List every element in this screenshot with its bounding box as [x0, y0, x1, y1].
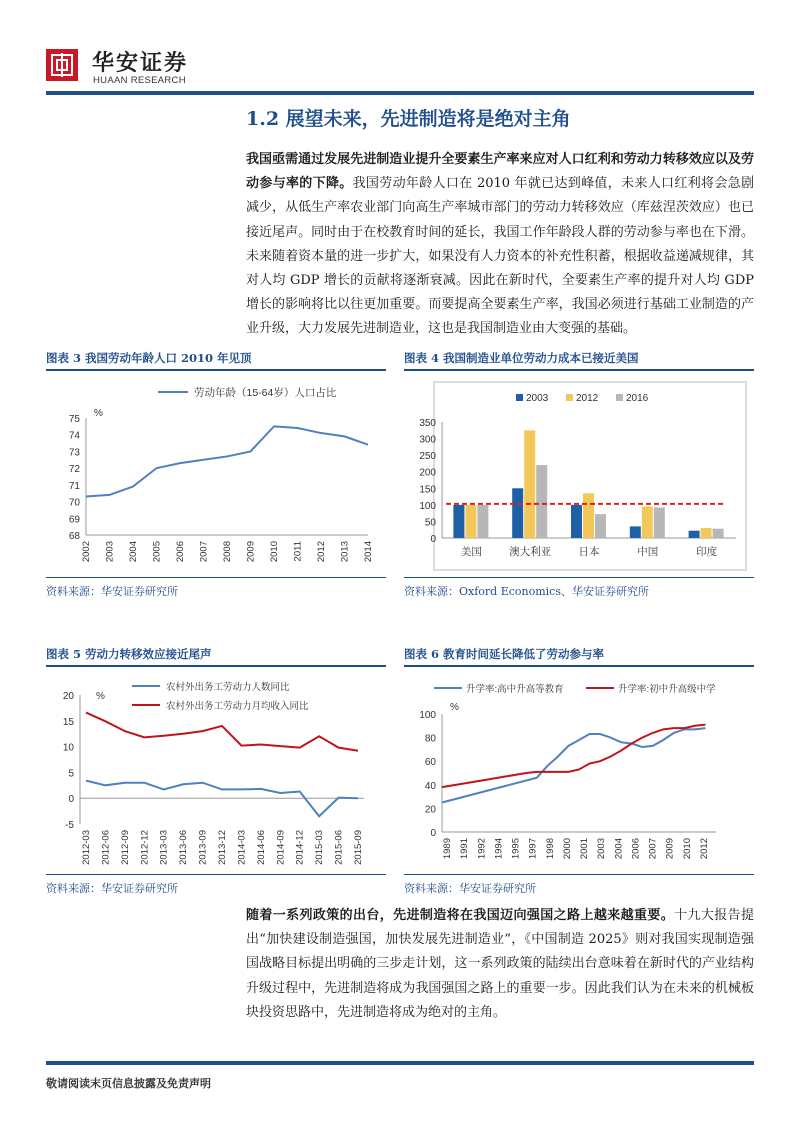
fig6-x-tick-label: 1995 — [510, 838, 522, 860]
figure-5-source: 资料来源：华安证券研究所 — [46, 882, 178, 895]
fig6-x-tick-label: 1994 — [493, 838, 505, 860]
figure-3-bottom-rule — [46, 577, 386, 578]
fig3-x-tick-label: 2011 — [292, 541, 304, 562]
figure-4-bottom-rule — [404, 577, 754, 578]
figure-5-bottom-rule — [46, 874, 386, 875]
fig6-y-tick-label: 60 — [424, 757, 436, 769]
fig5-series-line-1 — [86, 713, 358, 751]
fig4-legend-swatch — [516, 394, 523, 401]
fig3-x-tick-label: 2009 — [245, 541, 257, 563]
fig4-bar-2003 — [512, 488, 523, 538]
fig4-y-tick-label: 0 — [430, 534, 436, 545]
fig4-bar-2003 — [689, 531, 700, 538]
company-name-en: HUAAN RESEARCH — [93, 75, 186, 86]
fig4-legend-label: 2016 — [626, 393, 649, 404]
fig4-y-tick-label: 250 — [419, 451, 436, 463]
fig4-bar-2012 — [524, 430, 535, 538]
fig6-y-tick-label: 40 — [424, 780, 436, 792]
fig6-legend-label: 升学率:高中升高等教育 — [466, 684, 564, 695]
fig3-y-tick-label: 71 — [68, 480, 80, 492]
fig5-x-tick-label: 2015-03 — [314, 830, 326, 865]
fig4-x-tick-label: 美国 — [460, 546, 482, 558]
company-logo-icon — [46, 49, 78, 81]
fig3-y-tick-label: 70 — [68, 497, 80, 509]
fig4-y-tick-label: 200 — [419, 467, 436, 479]
fig3-y-tick-label: 73 — [68, 447, 80, 459]
fig3-x-tick-label: 2005 — [151, 541, 163, 563]
figure-5-chart — [46, 668, 386, 872]
figure-4-rule — [404, 369, 754, 371]
figure-5-title: 图表 5 劳动力转移效应接近尾声 — [46, 647, 212, 661]
figure-6-source: 资料来源：华安证券研究所 — [404, 882, 536, 895]
figure-6-bottom-rule — [404, 874, 754, 875]
paragraph-2-body: 十九大报告提出“加快建设制造强国，加快发展先进制造业”，《中国制造 2025》则对我国实现制造强国战略目标提出明确的三步走计划，这一系列政策的陆续出台意味着在新时代的产业结构升级过程中，先进制造将成为我国强国之路上的重要一步。因此我们认为在未来的机械板块投资思路中，先进制造将成为绝对的主角。 — [246, 908, 754, 1020]
fig6-x-tick-label: 1992 — [476, 838, 488, 860]
fig4-x-tick-label: 中国 — [637, 546, 659, 558]
fig5-legend-label: 农村外出务工劳动力月均收入同比 — [166, 701, 309, 712]
fig5-y-tick-label: 0 — [68, 794, 74, 806]
fig5-x-tick-label: 2013-06 — [178, 830, 190, 865]
fig3-y-tick-label: 75 — [68, 414, 80, 425]
paragraph-1-lead: 我国亟需通过发展先进制造业提升全要素生产率来应对人口红利和劳动力转移效应以及劳动参与率的下降。 — [246, 152, 754, 192]
fig3-x-tick-label: 2002 — [81, 541, 92, 563]
fig4-frame — [434, 382, 746, 570]
fig6-x-tick-label: 2009 — [664, 838, 676, 860]
fig4-legend-swatch — [616, 394, 623, 401]
fig4-bar-2012 — [701, 528, 712, 538]
fig3-x-tick-label: 2004 — [128, 541, 139, 563]
fig4-bar-2016 — [654, 508, 665, 538]
fig6-legend-label: 升学率:初中升高级中学 — [618, 684, 716, 695]
figure-5-rule — [46, 665, 386, 667]
fig4-bar-2016 — [595, 514, 606, 538]
fig4-bar-2003 — [630, 526, 641, 538]
fig4-y-tick-label: 150 — [419, 484, 436, 496]
fig3-legend-label: 劳动年龄（15-64岁）人口占比 — [194, 387, 337, 399]
fig5-x-tick-label: 2014-06 — [255, 830, 267, 865]
fig6-x-tick-label: 1997 — [527, 838, 539, 860]
fig4-y-tick-label: 50 — [424, 517, 436, 529]
fig5-legend-label: 农村外出务工劳动力人数同比 — [166, 682, 290, 693]
fig3-x-tick-label: 2008 — [222, 541, 233, 563]
fig4-bar-2012 — [465, 505, 476, 538]
fig6-y-tick-label: 0 — [430, 828, 436, 839]
company-name-cn: 华安证券 — [92, 50, 189, 76]
fig4-y-tick-label: 350 — [419, 418, 436, 429]
fig5-y-tick-label: 20 — [62, 691, 74, 702]
fig5-x-tick-label: 2013-12 — [217, 830, 228, 865]
fig6-x-tick-label: 2003 — [596, 838, 608, 860]
fig3-x-tick-label: 2013 — [339, 541, 351, 563]
fig6-x-tick-label: 2007 — [647, 838, 659, 860]
fig3-y-tick-label: 72 — [68, 464, 80, 476]
fig5-x-tick-label: 2014-03 — [236, 830, 248, 865]
disclaimer-note: 敬请阅读末页信息披露及免责声明 — [46, 1077, 211, 1090]
fig4-x-tick-label: 印度 — [696, 546, 718, 558]
fig5-x-tick-label: 2015-06 — [333, 830, 345, 865]
fig3-y-unit: % — [94, 408, 103, 419]
fig3-y-tick-label: 68 — [68, 531, 80, 542]
fig4-x-tick-label: 澳大利亚 — [509, 546, 552, 558]
figure-3-chart — [46, 372, 386, 572]
fig3-x-tick-label: 2006 — [175, 541, 186, 563]
fig5-x-tick-label: 2014-12 — [294, 830, 306, 865]
fig3-x-tick-label: 2014 — [363, 541, 374, 563]
figure-3-title: 图表 3 我国劳动年龄人口 2010 年见顶 — [46, 351, 252, 365]
section-title: 1.2 展望未来，先进制造将是绝对主角 — [246, 108, 571, 130]
fig3-x-tick-label: 2007 — [198, 541, 210, 563]
figure-4-source: 资料来源：Oxford Economics、华安证券研究所 — [404, 585, 649, 598]
fig5-x-tick-label: 2015-09 — [353, 830, 364, 865]
fig4-bar-2003 — [453, 505, 464, 538]
fig5-y-unit: % — [96, 691, 105, 702]
fig3-x-tick-label: 2010 — [269, 541, 280, 563]
fig6-x-tick-label: 2000 — [561, 838, 573, 860]
paragraph-2-lead: 随着一系列政策的出台，先进制造将在我国迈向强国之路上越来越重要。 — [246, 908, 675, 923]
fig5-y-tick-label: 10 — [62, 742, 74, 754]
figure-4-title: 图表 4 我国制造业单位劳动力成本已接近美国 — [404, 351, 639, 365]
fig6-x-tick-label: 1998 — [544, 838, 556, 860]
fig5-x-tick-label: 2012-12 — [139, 830, 151, 865]
fig6-y-unit: % — [450, 702, 459, 713]
fig6-x-tick-label: 2004 — [613, 838, 625, 860]
fig3-x-tick-label: 2003 — [104, 541, 116, 563]
fig4-y-tick-label: 300 — [419, 434, 436, 446]
fig3-y-tick-label: 69 — [68, 514, 80, 526]
fig6-y-tick-label: 100 — [419, 710, 436, 721]
fig6-x-tick-label: 2006 — [630, 838, 642, 860]
fig4-x-tick-label: 日本 — [578, 546, 600, 558]
fig4-y-tick-label: 100 — [419, 500, 436, 512]
fig6-y-tick-label: 80 — [424, 733, 436, 745]
fig5-y-tick-label: 5 — [68, 768, 74, 780]
fig4-bar-2016 — [536, 465, 547, 538]
fig6-x-tick-label: 2012 — [698, 838, 710, 860]
fig5-x-tick-label: 2012-06 — [100, 830, 112, 865]
paragraph-1-body: 我国劳动年龄人口在 2010 年就已达到峰值，未来人口红利将会急剧减少，从低生产率农业部门向高生产率城市部门的劳动力转移效应（库兹涅茨效应）也已接近尾声。同时由于在校教育时间的延长，我国工作年龄段人群的劳动参与率也在下滑。未来随着资本量的进一步扩大，如果没有人力资本的补充性积蓄，根据收益递减规律，其对人均 GDP 增长的贡献将逐渐衰减。因此在新时代，全要素生产率的提升对人均 GDP 增长的影响将比以往更加重要。而要提高全要素生产率，我国必须进行基础工业制造的产业升级，大力发展先进制造业，这也是我国制造业由大变强的基础。 — [246, 176, 754, 337]
fig3-series-line — [86, 426, 368, 496]
fig4-bar-2016 — [477, 505, 488, 538]
figure-6-chart — [404, 668, 754, 872]
figure-6-title: 图表 6 教育时间延长降低了劳动参与率 — [404, 647, 605, 661]
fig4-legend-label: 2003 — [526, 393, 549, 404]
fig6-x-tick-label: 2001 — [579, 838, 590, 860]
fig4-bar-2012 — [583, 493, 594, 538]
fig4-bar-2003 — [571, 505, 582, 538]
fig4-bar-2012 — [642, 507, 653, 538]
fig6-series-line-0 — [442, 728, 705, 802]
fig3-x-tick-label: 2012 — [316, 541, 327, 563]
fig5-x-tick-label: 2014-09 — [275, 830, 287, 865]
fig5-y-tick-label: -5 — [65, 820, 74, 831]
footer-rule — [46, 1061, 754, 1065]
figure-4-chart — [404, 372, 754, 572]
fig5-x-tick-label: 2012-09 — [119, 830, 131, 865]
fig5-x-tick-label: 2013-09 — [197, 830, 209, 865]
fig5-y-tick-label: 15 — [62, 716, 74, 728]
fig6-x-tick-label: 2010 — [681, 838, 693, 860]
fig4-legend-swatch — [566, 394, 573, 401]
figure-3-source: 资料来源：华安证券研究所 — [46, 585, 178, 598]
fig5-x-tick-label: 2012-03 — [81, 830, 92, 865]
fig4-bar-2016 — [713, 529, 724, 538]
paragraph-2 — [246, 904, 754, 1025]
figure-3-rule — [46, 369, 386, 371]
fig6-x-tick-label: 1989 — [442, 838, 453, 860]
fig6-x-tick-label: 1991 — [459, 838, 471, 860]
fig6-y-tick-label: 20 — [424, 804, 436, 816]
fig3-y-tick-label: 74 — [68, 430, 80, 442]
header-rule — [46, 91, 754, 95]
figure-6-rule — [404, 665, 754, 667]
fig6-series-line-1 — [442, 725, 705, 788]
paragraph-1 — [246, 148, 754, 342]
fig5-x-tick-label: 2013-03 — [158, 830, 170, 865]
fig4-legend-label: 2012 — [576, 393, 599, 404]
